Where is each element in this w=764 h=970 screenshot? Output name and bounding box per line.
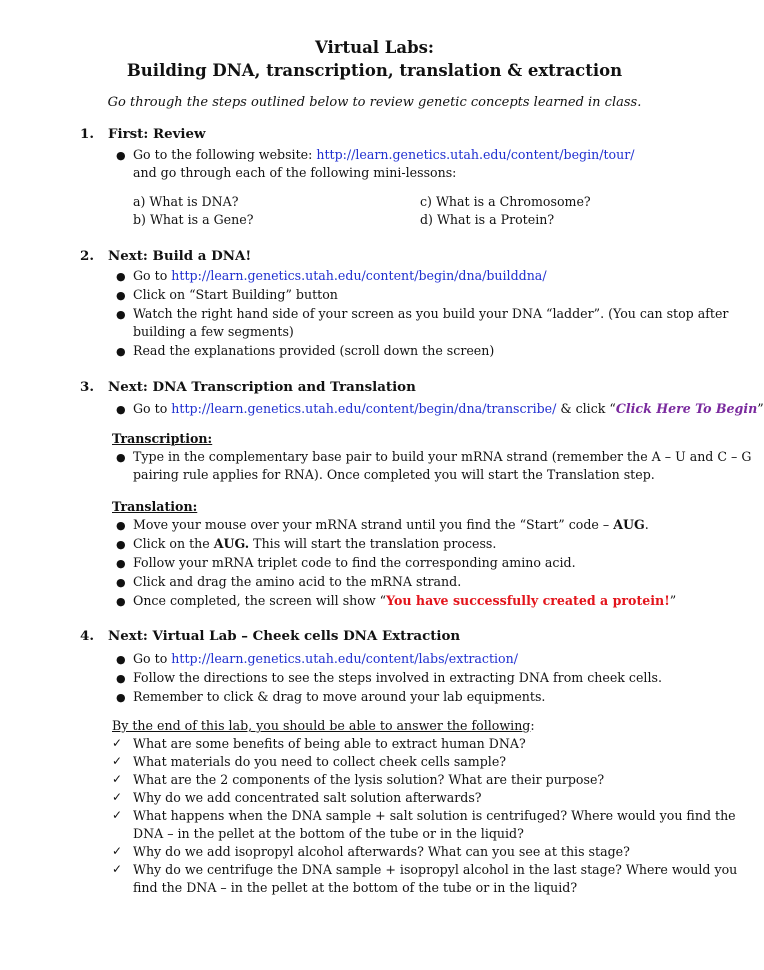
- subtitle: Go through the steps outlined below to review genetic concepts learned in class.: [107, 95, 642, 110]
- bullet-icon: ●: [116, 538, 126, 551]
- question-4: Why do we add concentrated salt solution afterwards?: [133, 790, 482, 805]
- check-icon: ✓: [112, 790, 123, 804]
- lesson-b: b) What is a Gene?: [133, 212, 254, 227]
- bullet-icon: ●: [116, 519, 126, 532]
- section-2-bullet-4: Read the explanations provided (scroll down the screen): [133, 343, 495, 358]
- bullet-icon: ●: [116, 403, 126, 416]
- section-3-heading: 3. Next: DNA Transcription and Translation: [80, 379, 416, 395]
- section-1-heading: 1. First: Review: [80, 126, 206, 142]
- section-4-heading: 4. Next: Virtual Lab – Cheek cells DNA Extraction: [80, 628, 461, 644]
- check-icon: ✓: [112, 844, 123, 858]
- section-2-bullet-1: Go to http://learn.genetics.utah.edu/content/begin/dna/builddna/: [133, 268, 547, 283]
- lesson-c: c) What is a Chromosome?: [420, 194, 591, 209]
- section-2-bullet-2: Click on “Start Building” button: [133, 287, 338, 302]
- question-7-cont: find the DNA – in the pellet at the bottom of the tube or in the liquid?: [133, 880, 578, 895]
- link-builddna[interactable]: http://learn.genetics.utah.edu/content/begin/dna/builddna/: [171, 268, 547, 283]
- question-2: What materials do you need to collect cheek cells sample?: [133, 754, 507, 769]
- section-1-bullet: Go to the following website: http://learn.genetics.utah.edu/content/begin/tour/: [133, 147, 635, 162]
- check-icon: ✓: [112, 808, 123, 822]
- bullet-icon: ●: [116, 691, 126, 704]
- section-2-bullet-3: Watch the right hand side of your screen as you build your DNA “ladder”. (You can stop after: [133, 306, 729, 321]
- translation-heading: Translation:: [112, 499, 198, 514]
- transcription-bullet-cont: pairing rule applies for RNA). Once completed you will start the Translation step.: [133, 467, 655, 482]
- bullet-icon: ●: [116, 576, 126, 589]
- title-line-1: Virtual Labs:: [314, 38, 434, 57]
- success-message: You have successfully created a protein!: [386, 593, 670, 608]
- bullet-icon: ●: [116, 149, 126, 162]
- lesson-a: a) What is DNA?: [133, 194, 239, 209]
- question-3: What are the 2 components of the lysis solution? What are their purpose?: [133, 772, 605, 787]
- translation-bullet-3: Follow your mRNA triplet code to find the corresponding amino acid.: [133, 555, 576, 570]
- transcription-heading: Transcription:: [112, 431, 213, 446]
- section-3-bullet: Go to http://learn.genetics.utah.edu/content/begin/dna/transcribe/ & click “Click Here To Begin”: [133, 401, 764, 416]
- check-icon: ✓: [112, 754, 123, 768]
- link-extraction[interactable]: http://learn.genetics.utah.edu/content/labs/extraction/: [171, 651, 518, 666]
- bullet-icon: ●: [116, 289, 126, 302]
- question-5: What happens when the DNA sample + salt solution is centrifuged? Where would you find the: [133, 808, 736, 823]
- question-5-cont: DNA – in the pellet at the bottom of the tube or in the liquid?: [133, 826, 524, 841]
- section-2-bullet-3-cont: building a few segments): [133, 324, 294, 339]
- click-here-to-begin: Click Here To Begin: [615, 401, 758, 416]
- bullet-icon: ●: [116, 557, 126, 570]
- transcription-bullet: Type in the complementary base pair to build your mRNA strand (remember the A – U and C – G: [133, 449, 752, 464]
- translation-bullet-1: Move your mouse over your mRNA strand until you find the “Start” code – AUG.: [133, 517, 649, 532]
- bullet-icon: ●: [116, 653, 126, 666]
- lesson-d: d) What is a Protein?: [420, 212, 555, 227]
- check-icon: ✓: [112, 772, 123, 786]
- translation-bullet-4: Click and drag the amino acid to the mRNA strand.: [133, 574, 462, 589]
- check-icon: ✓: [112, 862, 123, 876]
- translation-bullet-5: Once completed, the screen will show “You have successfully created a protein!”: [133, 593, 677, 608]
- bullet-icon: ●: [116, 672, 126, 685]
- section-1-cont: and go through each of the following mini-lessons:: [133, 165, 457, 180]
- bullet-icon: ●: [116, 451, 126, 464]
- translation-bullet-2: Click on the AUG. This will start the translation process.: [133, 536, 497, 551]
- section-2-heading: 2. Next: Build a DNA!: [80, 248, 252, 264]
- link-tour[interactable]: http://learn.genetics.utah.edu/content/begin/tour/: [316, 147, 635, 162]
- question-7: Why do we centrifuge the DNA sample + isopropyl alcohol in the last stage? Where would you: [133, 862, 738, 877]
- bullet-icon: ●: [116, 270, 126, 283]
- check-icon: ✓: [112, 736, 123, 750]
- question-1: What are some benefits of being able to extract human DNA?: [133, 736, 526, 751]
- bullet-icon: ●: [116, 308, 126, 321]
- section-4-bullet-2: Follow the directions to see the steps involved in extracting DNA from cheek cells.: [133, 670, 662, 685]
- title-line-2: Building DNA, transcription, translation & extraction: [126, 61, 623, 80]
- bullet-icon: ●: [116, 595, 126, 608]
- section-4-bullet-1: Go to http://learn.genetics.utah.edu/content/labs/extraction/: [133, 651, 518, 666]
- section-4-bullet-3: Remember to click & drag to move around your lab equipments.: [133, 689, 546, 704]
- bullet-icon: ●: [116, 345, 126, 358]
- link-transcribe[interactable]: http://learn.genetics.utah.edu/content/begin/dna/transcribe/: [171, 401, 557, 416]
- questions-intro: By the end of this lab, you should be able to answer the following:: [112, 718, 535, 733]
- question-6: Why do we add isopropyl alcohol afterwards? What can you see at this stage?: [133, 844, 630, 859]
